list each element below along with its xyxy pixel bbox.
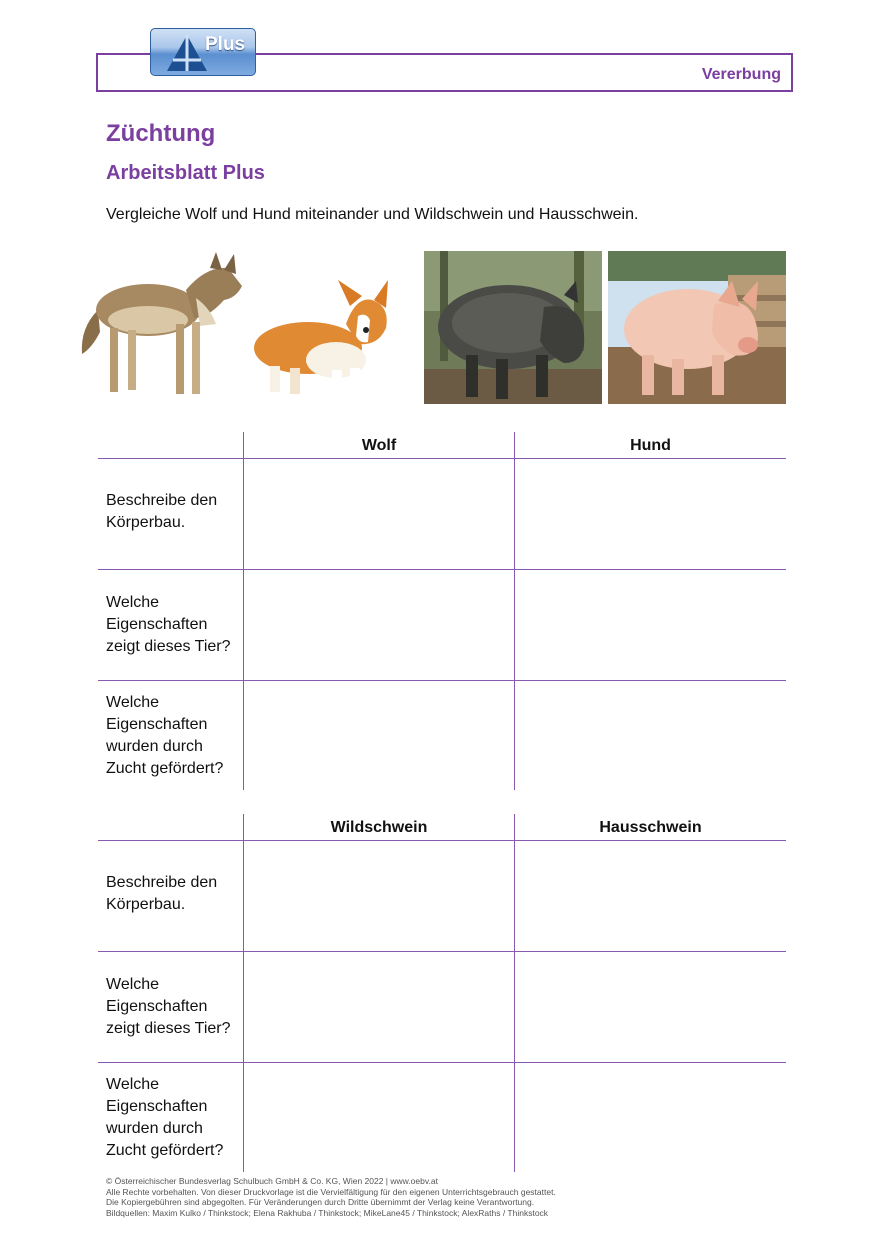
topic-label: Vererbung xyxy=(701,66,781,83)
table-row xyxy=(98,570,786,681)
table-header-row xyxy=(98,432,786,459)
row-question-breeding: Welche Eigenschaften wurden durch Zucht gefördert? xyxy=(106,694,224,777)
row-question-breeding: Welche Eigenschaften wurden durch Zucht gefördert? xyxy=(106,1076,224,1159)
table-row xyxy=(98,952,786,1063)
column-header-dog: Hund xyxy=(630,437,671,454)
page-subtitle: Arbeitsblatt Plus xyxy=(106,162,265,184)
page-title: Züchtung xyxy=(106,120,216,147)
table-row xyxy=(98,1063,786,1172)
footer xyxy=(106,1176,806,1218)
table-header-row xyxy=(98,814,786,841)
plus-logo xyxy=(150,28,256,76)
row-question-traits: Welche Eigenschaften zeigt dieses Tier? xyxy=(106,594,231,655)
wolf-image xyxy=(76,248,244,404)
row-question-body: Beschreibe den Körperbau. xyxy=(106,492,218,531)
table-row xyxy=(98,459,786,570)
table-row xyxy=(98,681,786,790)
column-header-wolf: Wolf xyxy=(361,437,397,454)
domestic-pig-image xyxy=(608,251,786,404)
comparison-table-boar-pig xyxy=(98,814,786,1172)
instruction-text: Vergleiche Wolf und Hund miteinander und Wildschwein und Hausschwein. xyxy=(106,206,639,223)
comparison-table-wolf-dog xyxy=(98,432,786,790)
wild-boar-image xyxy=(424,251,602,404)
row-question-traits: Welche Eigenschaften zeigt dieses Tier? xyxy=(106,976,231,1037)
column-header-domestic-pig: Hausschwein xyxy=(599,819,702,836)
dog-image xyxy=(246,276,394,404)
triangle-logo-icon xyxy=(165,33,209,73)
footer-copyright: © Österreichischer Bundesverlag Schulbuch GmbH & Co. KG, Wien 2022 | www.oebv.at xyxy=(106,1176,438,1186)
column-header-wild-boar: Wildschwein xyxy=(330,819,428,836)
footer-image-credits: Bildquellen: Maxim Kulko / Thinkstock; Elena Rakhuba / Thinkstock; MikeLane45 / Thinkstock; AlexRaths / Thinkstock xyxy=(106,1207,549,1218)
footer-rights: Alle Rechte vorbehalten. Von dieser Druckvorlage ist die Vervielfältigung für den eigenen Unterrichtsgebrauch gestattet. xyxy=(106,1186,556,1197)
footer-fees: Die Kopiergebühren sind abgegolten. Für Veränderungen durch Dritte übernimmt der Verlag keine Verantwortung. xyxy=(106,1197,535,1207)
logo-text: Plus xyxy=(205,34,246,55)
row-question-body: Beschreibe den Körperbau. xyxy=(106,874,218,913)
table-row xyxy=(98,841,786,952)
